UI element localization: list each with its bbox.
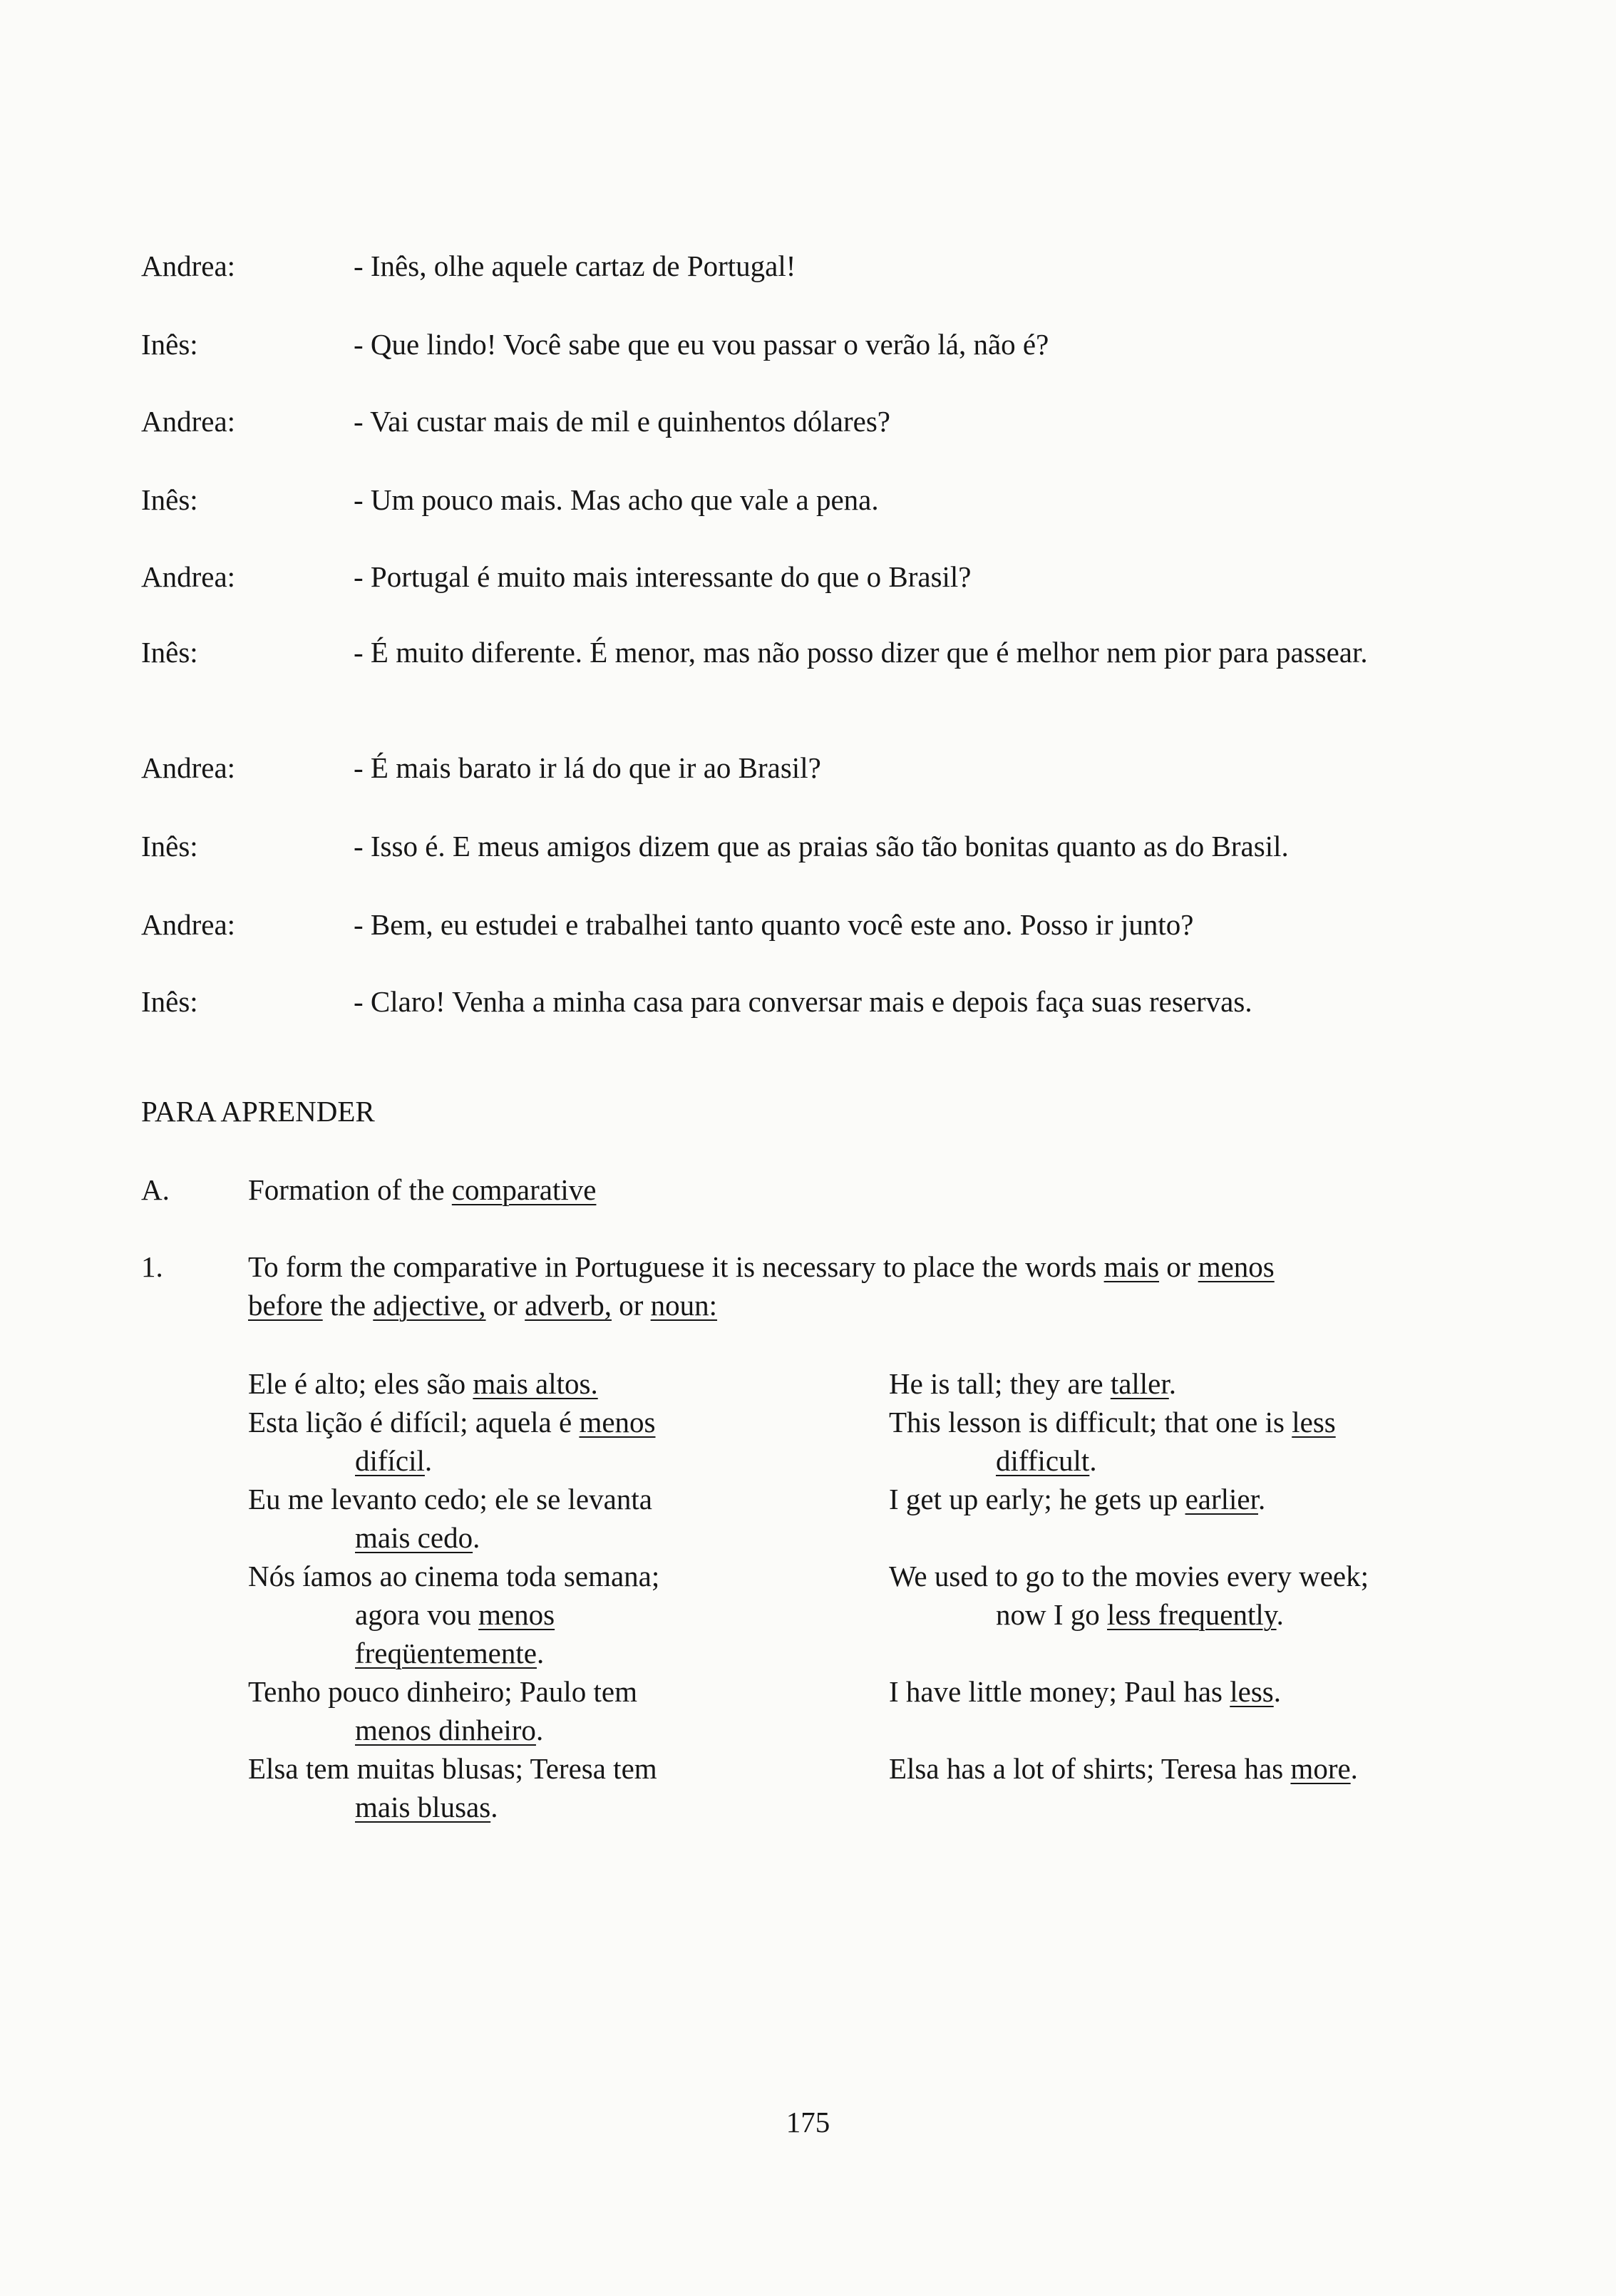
example-text: Elsa tem muitas blusas; Teresa tem: [248, 1752, 657, 1785]
example-text: I get up early; he gets up: [889, 1483, 1185, 1515]
example-underlined: mais cedo: [355, 1521, 473, 1554]
example-text: .: [1276, 1598, 1284, 1631]
example-continuation: [889, 1441, 1481, 1480]
page-number: 175: [786, 2106, 830, 2138]
example-underlined: difícil: [355, 1444, 425, 1477]
example-continuation: [248, 1711, 761, 1749]
keyword-noun: noun:: [650, 1289, 718, 1322]
line-text: - Inês, olhe aquele cartaz de Portugal!: [354, 249, 796, 282]
example-text: I have little money; Paul has: [889, 1675, 1230, 1708]
item-text-part: or: [611, 1289, 651, 1322]
line-text: - Isso é. E meus amigos dizem que as praias são tão bonitas quanto as do Brasil.: [354, 830, 1289, 863]
keyword-before: before: [248, 1289, 323, 1322]
section-title-underlined: comparative: [451, 1173, 597, 1206]
example-underlined: menos: [478, 1598, 555, 1631]
example-continuation: [248, 1518, 761, 1557]
example-text: .: [1168, 1367, 1177, 1400]
line-text: - Vai custar mais de mil e quinhentos dólares?: [354, 405, 890, 438]
example-underlined: less: [1292, 1406, 1336, 1438]
example-continuation: [248, 1634, 761, 1672]
example-continuation: [248, 1788, 761, 1826]
example-underlined: mais blusas: [355, 1791, 491, 1823]
line-text: - Claro! Venha a minha casa para conversar mais e depois faça suas reservas.: [354, 985, 1252, 1018]
example-pt: [248, 1480, 761, 1557]
example-underlined: difficult: [996, 1444, 1090, 1477]
example-text: .: [1273, 1675, 1281, 1708]
item-text-part: or: [485, 1289, 525, 1322]
example-text: agora vou: [355, 1598, 479, 1631]
example-en: [889, 1403, 1481, 1480]
item-label: 1.: [141, 1250, 163, 1283]
example-text: This lesson is difficult; that one is: [889, 1406, 1292, 1438]
example-en: [889, 1364, 1481, 1403]
example-en: [889, 1480, 1481, 1518]
speaker: Andrea:: [141, 560, 236, 593]
speaker: Inês:: [141, 328, 198, 361]
example-text: .: [1258, 1483, 1266, 1515]
example-en: [889, 1557, 1481, 1634]
item-text-part: the: [322, 1289, 374, 1322]
example-underlined: mais altos.: [473, 1367, 598, 1400]
example-text: Elsa has a lot of shirts; Teresa has: [889, 1752, 1291, 1785]
line-text: - É mais barato ir lá do que ir ao Brasil?: [354, 751, 821, 784]
example-underlined: freqüentemente: [355, 1637, 537, 1669]
line-text: - Portugal é muito mais interessante do que o Brasil?: [354, 560, 972, 593]
example-text: .: [1350, 1752, 1358, 1785]
example-pt: [248, 1749, 761, 1826]
example-pt: [248, 1672, 761, 1749]
example-text: Eu me levanto cedo; ele se levanta: [248, 1483, 652, 1515]
line-text: - Que lindo! Você sabe que eu vou passar o verão lá, não é?: [354, 328, 1049, 361]
example-en: [889, 1749, 1481, 1788]
example-underlined: menos: [579, 1406, 656, 1438]
speaker: Andrea:: [141, 908, 236, 941]
item-text-part: or: [1159, 1250, 1198, 1283]
example-text: Esta lição é difícil; aquela é: [248, 1406, 580, 1438]
example-text: Nós íamos ao cinema toda semana;: [248, 1560, 660, 1592]
speaker: Inês:: [141, 985, 198, 1018]
example-text: Tenho pouco dinheiro; Paulo tem: [248, 1675, 637, 1708]
speaker: Andrea:: [141, 405, 236, 438]
example-text: We used to go to the movies every week;: [889, 1560, 1369, 1592]
example-underlined: less frequently: [1107, 1598, 1277, 1631]
example-underlined: menos dinheiro: [355, 1714, 536, 1746]
keyword-adverb: adverb,: [525, 1289, 612, 1322]
example-text: .: [1089, 1444, 1097, 1477]
keyword-adjective: adjective,: [373, 1289, 486, 1322]
section-heading: PARA APRENDER: [141, 1095, 375, 1128]
example-text: .: [473, 1521, 480, 1554]
example-pt: [248, 1364, 761, 1403]
example-underlined: less: [1230, 1675, 1274, 1708]
line-text: - Um pouco mais. Mas acho que vale a pena.: [354, 483, 879, 516]
example-text: Ele é alto; eles são: [248, 1367, 473, 1400]
item-text: [248, 1247, 1496, 1324]
example-en: [889, 1672, 1481, 1711]
example-underlined: more: [1290, 1752, 1351, 1785]
example-text: .: [490, 1791, 498, 1823]
section-title-text: Formation of the comparative: [248, 1173, 597, 1206]
example-text: .: [424, 1444, 433, 1477]
example-text: .: [535, 1714, 544, 1746]
line-text: - Bem, eu estudei e trabalhei tanto quanto você este ano. Posso ir junto?: [354, 908, 1194, 941]
example-continuation: [248, 1441, 761, 1480]
speaker: Andrea:: [141, 249, 236, 282]
keyword-mais: mais: [1103, 1250, 1160, 1283]
example-underlined: earlier: [1185, 1483, 1258, 1515]
example-pt: [248, 1557, 761, 1672]
keyword-menos: menos: [1198, 1250, 1275, 1283]
example-text: He is tall; they are: [889, 1367, 1111, 1400]
speaker: Inês:: [141, 830, 198, 863]
speaker: Andrea:: [141, 751, 236, 784]
section-label: A.: [141, 1173, 170, 1206]
example-continuation: [248, 1595, 761, 1634]
example-text: now I go: [996, 1598, 1108, 1631]
example-pt: [248, 1403, 761, 1480]
example-text: .: [536, 1637, 545, 1669]
speaker: Inês:: [141, 483, 198, 516]
example-continuation: [889, 1595, 1481, 1634]
example-underlined: taller: [1110, 1367, 1169, 1400]
line-text: - É muito diferente. É menor, mas não posso dizer que é melhor nem pior para passear.: [354, 636, 1368, 669]
item-text-part: To form the comparative in Portuguese it is necessary to place the words: [248, 1250, 1104, 1283]
section-title: [248, 1170, 1496, 1209]
speaker: Inês:: [141, 636, 198, 669]
